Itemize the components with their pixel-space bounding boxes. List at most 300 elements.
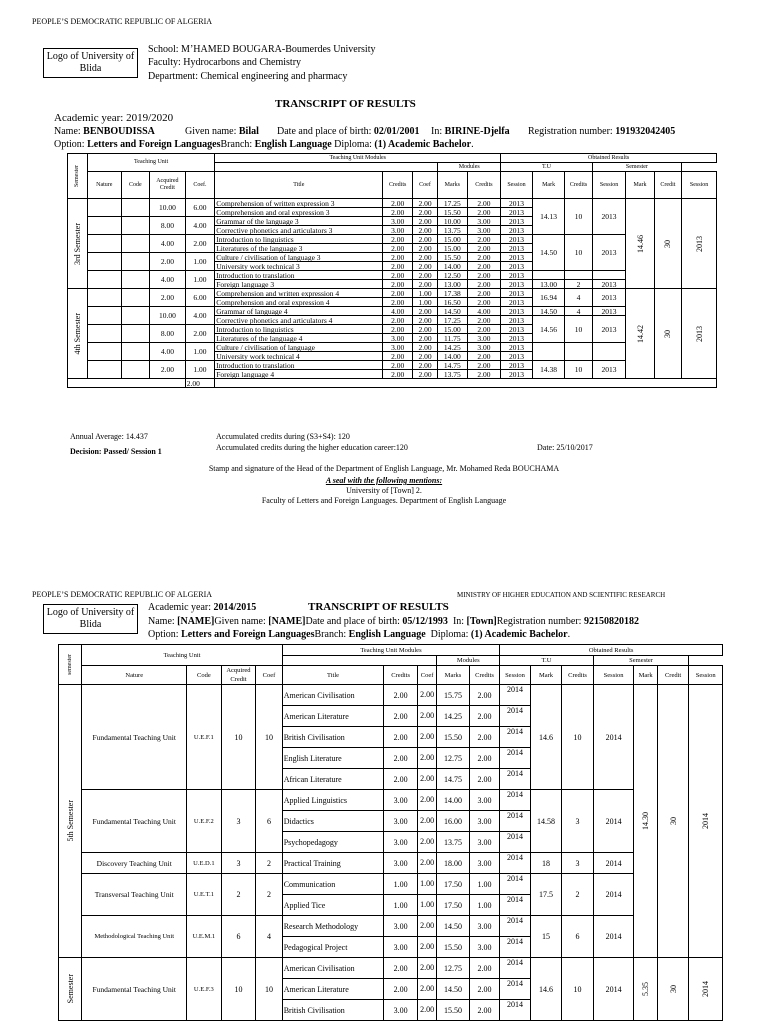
table-row [59, 874, 723, 895]
module-title: Corrective phonetics and articulators 4 [215, 316, 383, 325]
unit-coef: 1.00 [185, 253, 214, 271]
table-cell [68, 379, 186, 388]
header-coef2: Coef [417, 666, 436, 685]
module-coef: 2.00 [417, 706, 436, 727]
semester-6-credit [657, 958, 689, 1021]
faculty-line: Faculty: Hydrocarbons and Chemistry [148, 57, 302, 68]
module-mark: 17.25 [438, 316, 467, 325]
branch-label-2: Branch: [314, 629, 347, 640]
tu-credits: 2 [565, 280, 592, 289]
semester-4-mark-text: 14.42 [635, 324, 645, 343]
module-session: 2013 [501, 289, 533, 298]
module-session: 2013 [501, 316, 533, 325]
semester-4-label-text: 4th Semester [72, 312, 82, 355]
tu-mark: 13.00 [532, 280, 565, 289]
module-credits: 2.00 [384, 727, 418, 748]
module-credits-obtained: 2.00 [467, 298, 501, 307]
module-credits: 2.00 [383, 289, 412, 298]
module-credits: 1.00 [384, 874, 418, 895]
unit-acquired-credit: 6 [221, 916, 256, 958]
given-name: Bilal [238, 126, 259, 137]
country-header-2: PEOPLE’S DEMOCRATIC REPUBLIC OF ALGERIA [32, 590, 213, 599]
tu-mark: 17.5 [530, 874, 562, 916]
tu-session: 2014 [593, 874, 634, 916]
table-cell [215, 163, 438, 172]
given-name-line [185, 126, 259, 137]
unit-code: U.E.T.1 [187, 874, 222, 916]
unit-acquired-credit: 10 [221, 958, 256, 1021]
module-credits: 3.00 [384, 832, 418, 853]
semester-6-mark-text: 5.35 [641, 982, 651, 996]
unit-acquired-credit: 3 [221, 853, 256, 874]
module-credits: 2.00 [383, 298, 412, 307]
module-credits: 2.00 [384, 979, 418, 1000]
module-credits: 2.00 [383, 199, 412, 208]
module-title: Culture / civilisation of language [215, 343, 383, 352]
module-coef: 2.00 [417, 790, 436, 811]
module-session: 2014 [500, 706, 531, 727]
module-session: 2014 [500, 979, 531, 1000]
module-mark: 17.50 [437, 874, 470, 895]
module-coef: 2.00 [412, 361, 437, 370]
module-session: 2013 [501, 244, 533, 253]
semester-5-label-text: 5th Semester [65, 800, 75, 842]
module-coef: 1.00 [412, 289, 437, 298]
module-coef: 2.00 [412, 262, 437, 271]
module-coef: 2.00 [412, 199, 437, 208]
tu-credits: 6 [562, 916, 594, 958]
option-value: Letters and Foreign Languages [87, 139, 221, 150]
registration-label: Registration number: [528, 126, 613, 137]
module-title: Literatures of the language 3 [215, 244, 383, 253]
semester-5-label [59, 685, 82, 958]
header-semester-sub: Semester [592, 163, 681, 172]
module-credits: 2.00 [383, 280, 412, 289]
table-row [59, 790, 723, 811]
module-session: 2014 [500, 769, 531, 790]
unit-acquired-credit: 4.00 [150, 235, 186, 253]
module-credits: 2.00 [384, 958, 418, 979]
module-session: 2013 [501, 343, 533, 352]
module-session: 2013 [501, 226, 533, 235]
module-session: 2013 [501, 208, 533, 217]
birthplace-value-2: [Town] [466, 616, 497, 627]
module-title: University work technical 4 [215, 352, 383, 361]
module-session: 2013 [501, 298, 533, 307]
table-row [68, 154, 717, 163]
header-scredit: Credit [657, 666, 689, 685]
tu-mark: 18 [530, 853, 562, 874]
module-credits-obtained: 2.00 [469, 685, 500, 706]
module-credits-obtained: 3.00 [469, 832, 500, 853]
module-credits-obtained: 3.00 [467, 334, 501, 343]
module-mark: 13.00 [438, 280, 467, 289]
tu-mark: 14.50 [532, 307, 565, 316]
diploma-label: Diploma: [334, 139, 372, 150]
module-mark: 13.75 [437, 832, 470, 853]
unit-acquired-credit: 2.00 [150, 289, 186, 307]
header-tcredits: Credits [565, 172, 592, 199]
option-label: Option: [54, 139, 85, 150]
module-coef: 2.00 [412, 217, 437, 226]
header-marks: Marks [437, 666, 470, 685]
header-semester-sub: Semester [593, 656, 689, 666]
table-cell [215, 379, 717, 388]
option-value-2: Letters and Foreign Languages [181, 629, 315, 640]
module-coef: 2.00 [417, 937, 436, 958]
module-credits: 2.00 [384, 748, 418, 769]
seal-line-1: University of [Town] 2. [346, 486, 422, 495]
unit-coef: 4.00 [185, 217, 214, 235]
unit-code [121, 271, 149, 289]
module-title: Grammar of language 4 [215, 307, 383, 316]
tu-credits: 10 [562, 958, 594, 1021]
unit-nature: Fundamental Teaching Unit [82, 790, 187, 853]
table-row [68, 289, 717, 298]
semester-4-credit [654, 289, 681, 379]
header-mcredits: Credits [469, 666, 500, 685]
module-title: Foreign language 4 [215, 370, 383, 379]
header-tsession: Session [592, 172, 626, 199]
module-credits-obtained: 3.00 [467, 217, 501, 226]
header-credits: Credits [383, 172, 412, 199]
unit-coef: 2 [256, 874, 282, 916]
module-credits: 2.00 [383, 244, 412, 253]
module-credits: 3.00 [384, 937, 418, 958]
module-coef: 2.00 [412, 208, 437, 217]
header-marks: Marks [438, 172, 467, 199]
academic-year: Academic year: 2019/2020 [54, 112, 174, 124]
module-title: Introduction to linguistics [215, 235, 383, 244]
module-title: Comprehension and oral expression 3 [215, 208, 383, 217]
module-credits-obtained: 2.00 [467, 262, 501, 271]
module-title: University work technical 3 [215, 262, 383, 271]
header-acquired: Acquired Credit [221, 666, 256, 685]
issue-date: Date: 25/10/2017 [537, 443, 593, 452]
tu-session: 2014 [593, 790, 634, 853]
university-logo-placeholder: Logo of University of Blida [43, 48, 138, 78]
table-row [68, 307, 717, 316]
module-credits-obtained: 2.00 [467, 352, 501, 361]
tu-credits: 3 [562, 853, 594, 874]
module-mark: 14.50 [438, 307, 467, 316]
module-mark: 13.75 [438, 226, 467, 235]
module-credits: 2.00 [383, 208, 412, 217]
birthplace-label-2: In: [452, 616, 465, 627]
header-title: Title [282, 666, 384, 685]
tu-session: 2014 [593, 685, 634, 790]
table-row [68, 379, 717, 388]
semester-4-mark [626, 289, 654, 379]
module-coef: 2.00 [412, 343, 437, 352]
module-mark: 16.00 [437, 811, 470, 832]
unit-nature [87, 343, 121, 361]
header-scredit: Credit [654, 172, 681, 199]
unit-coef: 6 [256, 790, 282, 853]
module-credits-obtained: 3.00 [467, 226, 501, 235]
academic-year-value: 2014/2015 [213, 602, 257, 613]
option-line-2: Option: Letters and Foreign LanguagesBranch: English Language Diploma: (1) Academic Bachelor. [148, 629, 571, 640]
academic-year-2 [148, 602, 256, 613]
module-title: Corrective phonetics and articulators 3 [215, 226, 383, 235]
module-mark: 14.75 [438, 361, 467, 370]
module-mark: 12.75 [437, 748, 470, 769]
tu-session: 2013 [592, 199, 626, 235]
module-title: Applied Tice [282, 895, 384, 916]
module-coef: 2.00 [412, 226, 437, 235]
header-obtained-results: Obtained Results [500, 645, 723, 656]
table-row [68, 361, 717, 370]
unit-code: U.E.F.2 [187, 790, 222, 853]
module-credits: 2.00 [384, 685, 418, 706]
tu-credits: 10 [565, 235, 592, 271]
tu-session: 2014 [593, 853, 634, 874]
module-title: Pedagogical Project [282, 937, 384, 958]
module-session: 2014 [500, 958, 531, 979]
tu-mark: 14.13 [532, 199, 565, 235]
module-mark: 14.50 [437, 979, 470, 1000]
module-coef: 2.00 [412, 352, 437, 361]
module-mark: 14.00 [437, 790, 470, 811]
module-title: Literatures of the language 4 [215, 334, 383, 343]
module-session: 2014 [500, 853, 531, 874]
semester-6-session-text: 2014 [701, 981, 711, 997]
diploma-label-2: Diploma: [430, 629, 469, 640]
unit-acquired-credit: 2.00 [150, 361, 186, 379]
module-coef: 2.00 [412, 244, 437, 253]
header-acquired: Acquired Credit [150, 172, 186, 199]
module-mark: 14.75 [437, 769, 470, 790]
module-coef: 2.00 [417, 769, 436, 790]
tu-session: 2013 [592, 280, 626, 289]
unit-code: U.E.D.1 [187, 853, 222, 874]
tu-credits: 10 [562, 685, 594, 790]
table-row [68, 235, 717, 244]
module-credits-obtained: 3.00 [469, 790, 500, 811]
module-credits-obtained: 2.00 [469, 1000, 500, 1021]
table-cell [565, 271, 592, 280]
header-mark: Mark [532, 172, 565, 199]
student-name: BENBOUDISSA [83, 126, 155, 137]
module-credits-obtained: 2.00 [467, 199, 501, 208]
decision: Decision: Passed/ Session 1 [70, 447, 162, 456]
module-credits: 2.00 [383, 370, 412, 379]
module-title: Comprehension of written expression 3 [215, 199, 383, 208]
tu-mark: 14.50 [532, 235, 565, 271]
unit-nature: Fundamental Teaching Unit [82, 685, 187, 790]
stamp-signature-note: Stamp and signature of the Head of the Department of English Language, Mr. Mohamed Reda BOUCHAMA [208, 464, 560, 473]
module-credits-obtained: 2.00 [469, 979, 500, 1000]
module-session: 2013 [501, 361, 533, 370]
module-title: American Civilisation [282, 958, 384, 979]
module-credits-obtained: 2.00 [469, 727, 500, 748]
unit-coef: 6.00 [185, 199, 214, 217]
module-credits-obtained: 2.00 [467, 235, 501, 244]
module-coef: 2.00 [417, 1000, 436, 1021]
unit-coef: 10 [256, 958, 282, 1021]
annual-average: Annual Average: 14.437 [70, 432, 148, 441]
tu-credits: 10 [565, 199, 592, 235]
table-cell [592, 343, 626, 361]
registration-number: 191932042405 [615, 126, 676, 137]
transcript-table-1 [67, 153, 717, 388]
unit-nature: Methodological Teaching Unit [82, 916, 187, 958]
module-credits: 1.00 [384, 895, 418, 916]
unit-nature [87, 325, 121, 343]
semester-4-credit-text: 30 [663, 329, 673, 338]
module-coef: 2.00 [412, 334, 437, 343]
module-mark: 14.25 [438, 343, 467, 352]
trailing-value: 2.00 [185, 379, 214, 388]
unit-code [121, 307, 149, 325]
birthplace-label: In: [431, 126, 443, 137]
module-session: 2013 [501, 334, 533, 343]
unit-coef: 6.00 [185, 289, 214, 307]
module-credits-obtained: 2.00 [469, 769, 500, 790]
module-credits-obtained: 3.00 [469, 916, 500, 937]
header-semester [68, 154, 88, 199]
module-coef: 2.00 [412, 271, 437, 280]
unit-nature [87, 289, 121, 307]
module-coef: 2.00 [412, 280, 437, 289]
page-title-2: TRANSCRIPT OF RESULTS [308, 601, 449, 613]
module-mark: 12.75 [437, 958, 470, 979]
semester-6-label-text: Semester [65, 974, 75, 1004]
header-modules: Teaching Unit Modules [282, 645, 500, 656]
module-credits-obtained: 2.00 [467, 289, 501, 298]
module-mark: 14.00 [438, 262, 467, 271]
school-line: School: M’HAMED BOUGARA-Boumerdes University [148, 44, 376, 55]
module-mark: 12.50 [438, 271, 467, 280]
semester-3-session [682, 199, 717, 289]
header-nature: Nature [87, 172, 121, 199]
module-credits-obtained: 1.00 [469, 895, 500, 916]
module-credits: 3.00 [383, 334, 412, 343]
module-credits-obtained: 2.00 [467, 253, 501, 262]
unit-coef: 2.00 [185, 325, 214, 343]
unit-acquired-credit: 10 [221, 685, 256, 790]
semester-3-mark-text: 14.46 [635, 234, 645, 253]
header-session: Session [501, 172, 533, 199]
module-credits-obtained: 3.00 [467, 343, 501, 352]
unit-nature [87, 307, 121, 325]
unit-code [121, 343, 149, 361]
academic-year-label: Academic year: [148, 602, 212, 613]
seal-heading: A seal with the following mentions: [325, 476, 443, 485]
module-mark: 13.75 [438, 370, 467, 379]
module-session: 2013 [501, 271, 533, 280]
module-title: American Civilisation [282, 685, 384, 706]
accumulated-credits-semester: Accumulated credits during (S3+S4): 120 [216, 432, 350, 441]
unit-nature [87, 235, 121, 253]
given-name-label-2: Given name: [214, 616, 266, 627]
tu-credits: 10 [565, 316, 592, 343]
unit-code [121, 289, 149, 307]
module-mark: 17.25 [438, 199, 467, 208]
unit-acquired-credit: 3 [221, 790, 256, 853]
tu-mark: 14.56 [532, 316, 565, 343]
module-credits-obtained: 2.00 [467, 370, 501, 379]
module-session: 2013 [501, 235, 533, 244]
tu-credits: 2 [562, 874, 594, 916]
module-session: 2014 [500, 727, 531, 748]
unit-code: U.E.M.1 [187, 916, 222, 958]
module-coef: 1.00 [412, 298, 437, 307]
table-row [59, 645, 723, 656]
module-coef: 2.00 [417, 916, 436, 937]
module-session: 2013 [501, 370, 533, 379]
module-coef: 1.00 [417, 874, 436, 895]
module-credits: 2.00 [383, 253, 412, 262]
country-header: PEOPLE’S DEMOCRATIC REPUBLIC OF ALGERIA [32, 17, 213, 26]
module-credits-obtained: 2.00 [467, 280, 501, 289]
header-semester-text: Semester [73, 165, 80, 187]
unit-acquired-credit: 8.00 [150, 325, 186, 343]
module-credits-obtained: 2.00 [467, 244, 501, 253]
header-code: Code [121, 172, 149, 199]
name-label: Name: [54, 126, 81, 137]
header-session: Session [500, 666, 531, 685]
module-mark: 15.50 [437, 937, 470, 958]
table-row [59, 666, 723, 685]
module-credits-obtained: 2.00 [467, 316, 501, 325]
module-credits: 2.00 [384, 769, 418, 790]
module-mark: 14.25 [437, 706, 470, 727]
module-coef: 2.00 [412, 307, 437, 316]
student-name-2: [NAME] [177, 616, 215, 627]
module-credits-obtained: 1.00 [469, 874, 500, 895]
unit-code [121, 325, 149, 343]
semester-4-session [682, 289, 717, 379]
module-mark: 15.00 [438, 325, 467, 334]
header-semester [59, 645, 82, 685]
module-title: Psychopedagogy [282, 832, 384, 853]
module-mark: 15.00 [438, 244, 467, 253]
table-cell [282, 656, 437, 666]
tu-mark: 14.6 [530, 685, 562, 790]
given-name-label: Given name: [185, 126, 237, 137]
semester-5-session [689, 685, 723, 958]
module-credits-obtained: 2.00 [467, 208, 501, 217]
module-credits: 2.00 [383, 316, 412, 325]
unit-code: U.E.F.3 [187, 958, 222, 1021]
module-title: British Civilisation [282, 1000, 384, 1021]
semester-3-credit-text: 30 [663, 239, 673, 248]
name-label-2: Name: [148, 616, 175, 627]
tu-credits: 10 [565, 361, 592, 379]
module-title: Introduction to translation [215, 361, 383, 370]
dob-line [277, 126, 419, 137]
diploma-value-2: (1) Academic Bachelor [470, 629, 568, 640]
module-credits-obtained: 4.00 [467, 307, 501, 316]
header-ssession: Session [689, 666, 723, 685]
module-mark: 15.50 [437, 1000, 470, 1021]
semester-5-credit-text: 30 [668, 817, 678, 825]
birthplace-line [431, 126, 510, 137]
option-label-2: Option: [148, 629, 179, 640]
module-credits: 3.00 [383, 226, 412, 235]
module-session: 2014 [500, 832, 531, 853]
tu-mark: 16.94 [532, 289, 565, 307]
module-session: 2014 [500, 895, 531, 916]
table-row [68, 172, 717, 199]
module-credits-obtained: 3.00 [469, 937, 500, 958]
table-row [68, 199, 717, 208]
module-session: 2014 [500, 790, 531, 811]
unit-coef: 1.00 [185, 271, 214, 289]
module-mark: 15.50 [438, 253, 467, 262]
unit-acquired-credit: 4.00 [150, 343, 186, 361]
